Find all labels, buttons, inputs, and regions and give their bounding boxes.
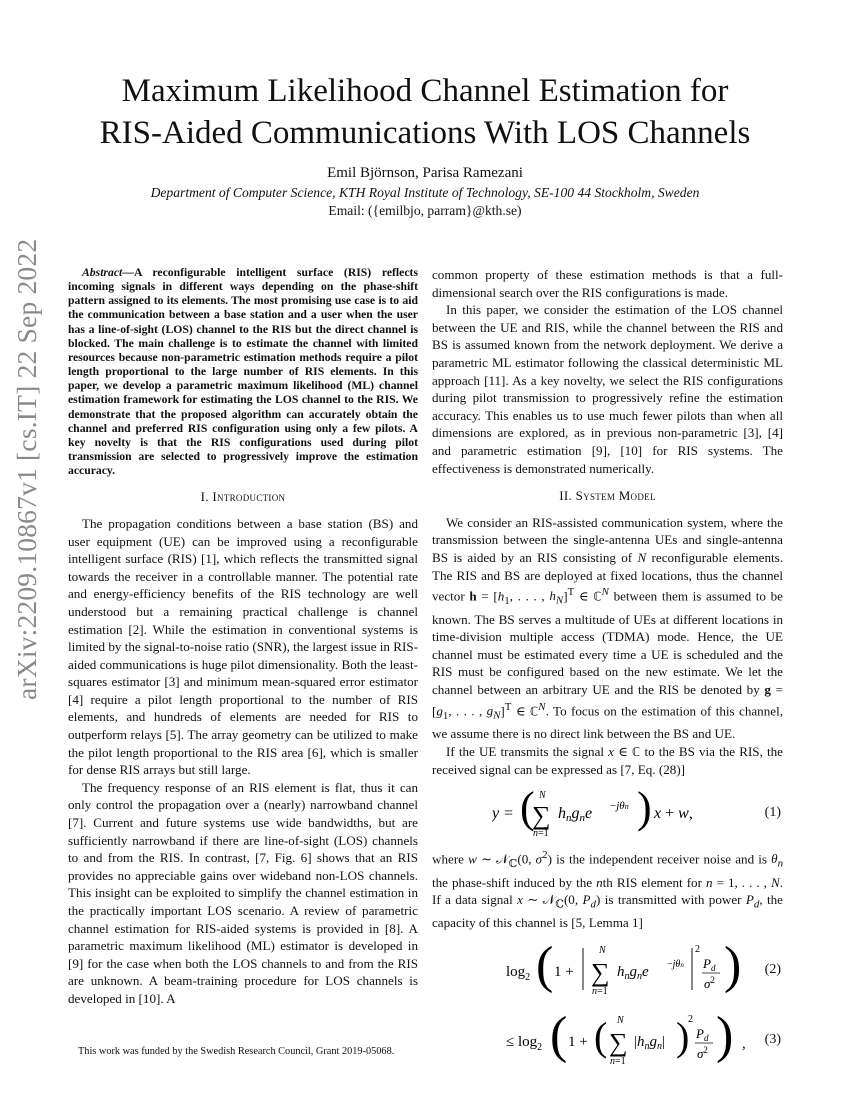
svg-text:∑: ∑ — [609, 1027, 628, 1057]
svg-text:hngne: $h_ng_ne$ — [617, 963, 649, 982]
title-line-2: RIS-Aided Communications With LOS Channels — [99, 115, 751, 151]
svg-text:log2: $\log_2$ — [506, 963, 531, 983]
svg-text:−jθn: −jθn — [667, 958, 684, 970]
author-list: Emil Björnson, Parisa Ramezani — [327, 165, 523, 181]
svg-text:x + w,: x + w, — [654, 804, 693, 822]
svg-text:N: N — [599, 944, 606, 956]
left-column — [68, 266, 418, 1008]
svg-text:1 +: 1 + — [554, 963, 574, 980]
svg-text:σ2: $\sigma^2$ — [697, 1044, 708, 1061]
equation-number: (3) — [764, 1032, 781, 1048]
svg-text:2: 2 — [695, 943, 700, 955]
section-title: System Model — [575, 488, 656, 504]
title-line-1: Maximum Likelihood Channel Estimation for — [121, 73, 729, 109]
svg-text:2: 2 — [688, 1013, 693, 1025]
equation-number: (2) — [764, 962, 781, 978]
svg-text:n=1: n=1 — [533, 827, 549, 839]
abstract-label: Abstract — [82, 266, 123, 279]
svg-text:y: y — [492, 804, 500, 822]
svg-text:): ) — [724, 937, 742, 994]
svg-text:1 +: 1 + — [568, 1033, 588, 1050]
svg-text:N: N — [617, 1014, 624, 1026]
svg-text:(: ( — [594, 1013, 608, 1059]
svg-text:Pd: $P_d$ — [696, 1025, 709, 1043]
abstract-text: —A reconfigurable intelligent surface (RIS) reflects incoming signals in different ways depending on the phase-shift pattern assigned to its elements. The most promising use case is to aid the communication between a base station and a user when the user has a line-of-sight (LOS) channel to the RIS but the direct channel is blocked. The main challenge is to estimate the channel with limited resources because non-parametric estimation methods require a pilot length proportional to the large number of RIS elements. In this paper, we develop a parametric maximum likelihood (ML) channel estimation framework for estimating the LOS channel to the RIS. We demonstrate that the proposed algorithm can accurately obtain the channel and preferred RIS configuration using only a few pilots. A key novelty is that the RIS configurations used during pilot transmission are selected to progressively improve the estimation accuracy. — [68, 266, 418, 478]
svg-text:): ) — [676, 1013, 690, 1059]
equation-1 — [432, 785, 783, 841]
intro-paragraph-2-cont: common property of these estimation methods is that a full-dimensional search over the RIS configurations is made. — [432, 267, 783, 300]
equation-number: (1) — [764, 805, 781, 821]
equation-3-comma: , — [742, 1035, 746, 1052]
equation-1-formula — [492, 785, 742, 841]
svg-text:hngne: hngne — [558, 804, 593, 824]
svg-text:−jθn: −jθn — [610, 799, 629, 812]
funding-footnote: This work was funded by the Swedish Research Council, Grant 2019-05068. — [78, 1046, 395, 1057]
svg-text:(: ( — [520, 784, 535, 832]
svg-text:=: = — [504, 804, 514, 822]
section-heading-introduction — [68, 488, 418, 506]
svg-text:): ) — [716, 1007, 734, 1064]
right-column — [432, 266, 783, 1078]
svg-text:σ2: $\sigma^2$ — [704, 974, 715, 991]
system-paragraph-1: We consider an RIS-assisted communication system, where the transmission between the single-antenna UEs and single-antenna BS is aided by an RIS consisting of N reconfigurable elements. The RIS and BS are deployed at fixed locations, thus the channel vector $h = [h_1$, . . . , $h_N]^T$ ∈ ℂ$^N$ between them is assumed to be known. The BS serves a multitude of UEs at different locations in time-division multiple access (TDMA) mode. Hence, the UE channel must be estimated every time a UE is scheduled and the RIS must be configured based on the new estimate. We let the channel between an arbitrary UE and the RIS be denoted by $g = [g_1$, . . . , $g_N]^T$ ∈ ℂ$^N$. To focus on the estimation of this channel, we assume there is no direct link between the BS and UE. — [432, 514, 784, 742]
intro-paragraph-1: The propagation conditions between a base station (BS) and user equipment (UE) can be improved using a reconfigurable intelligent surface (RIS) [1], which reflects the transmitted signal towards the receiver in a controllable manner. The potential rate and energy-efficiency benefits of the RIS technology are well understood but a remaining practical challenge is channel estimation [2]. While the estimation in conventional systems is limited by the signal-to-noise ratio (SNR), the largest issue in RIS-aided communications is huge pilot dimensionality. Both the least-squares estimator [3] and minimum mean-squared error estimator [4] require a pilot length proportional to the number of RIS elements, and hundreds of elements are needed for RIS to outperform relays [5]. The array geometry can be utilized to make the pilot length proportional to the RIS area [6], which is smaller for dense RIS arrays but still large. — [68, 515, 418, 778]
svg-text:∑: ∑ — [532, 800, 551, 830]
svg-text:(: ( — [536, 937, 554, 994]
equation-2 — [432, 938, 783, 1002]
section-heading-system-model — [432, 487, 783, 505]
svg-text:n=1: n=1 — [592, 985, 608, 997]
section-number: I. — [200, 489, 209, 505]
affiliation: Department of Computer Science, KTH Royal Institute of Technology, SE-100 44 Stockholm, Sweden — [150, 185, 700, 200]
svg-text:N: N — [539, 789, 546, 801]
svg-text:≤ log2: ≤ $\log_2$ — [506, 1033, 543, 1053]
contact-email: Email: ({emilbjo, parram}@kth.se) — [328, 203, 522, 218]
intro-paragraph-3: In this paper, we consider the estimation of the LOS channel between the UE and RIS, while the channel between the RIS and BS is assumed known from the network deployment. We derive a parametric ML estimator following the classical deterministic ML approach [11]. As a key novelty, we select the RIS configurations during pilot transmission to progressively refine the estimation accuracy. This enables us to use much fewer pilots than when all dimensions are explored, as in previous non-parametric [3], [4] and parametric estimation [9], [10] for RIS systems. The effectiveness is demonstrated numerically. — [432, 302, 783, 476]
equation-3 — [432, 1008, 783, 1072]
arxiv-identifier: arXiv:2209.10867v1 [cs.IT] 22 Sep 2022 — [11, 238, 42, 700]
svg-text:∑: ∑ — [591, 957, 610, 987]
svg-text:n=1: n=1 — [610, 1055, 626, 1067]
abstract — [68, 266, 418, 478]
section-number: II. — [559, 488, 573, 504]
equation-3-formula — [506, 1008, 736, 1072]
svg-text:|hngn|: $|h_ng_n|$ — [634, 1033, 666, 1052]
svg-text:(: ( — [550, 1007, 568, 1064]
svg-text:Pd: $P_d$ — [703, 955, 716, 973]
equation-2-formula — [506, 938, 726, 1002]
system-paragraph-2: If the UE transmits the signal x ∈ ℂ to the BS via the RIS, the received signal can be expressed as [7, Eq. (28)] — [432, 743, 783, 778]
section-title: Introduction — [212, 489, 286, 505]
paper-title — [60, 70, 790, 154]
equation-2-close-paren — [724, 938, 744, 1002]
svg-text:): ) — [637, 784, 652, 832]
system-paragraph-3: where w ∼ 𝒩$_ℂ$(0, $\sigma^2$) is the independent receiver noise and is $\theta_n$ the phase-shift induced by the nth RIS element for n = 1, . . . , N. If a data signal x ∼ 𝒩$_ℂ$(0, $P_d$) is transmitted with power $P_d$, the capacity of this channel is [5, Lemma 1] — [432, 848, 784, 931]
intro-paragraph-2: The frequency response of an RIS element is flat, thus it can only control the propagation over a (nearly) narrowband channel [7]. Current and future systems use wide bandwidths, but are sufficiently narrowband if there are line-of-sight (LOS) channels to and from the RIS. In contrast, [7, Fig. 6] shows that an RIS provides no appreciable gains over wideband non-LOS channels. This insight can be exploited to simplify the channel estimation in the practically important LOS scenario. A review of parametric channel estimation for RIS-aided systems is provided in [8]. A parametric maximum likelihood (ML) estimator is developed in [9] for the case when both the LOS channels to and from the RIS are unknown. A beam-training procedure for LOS channels is developed in [10]. A — [68, 779, 418, 1006]
